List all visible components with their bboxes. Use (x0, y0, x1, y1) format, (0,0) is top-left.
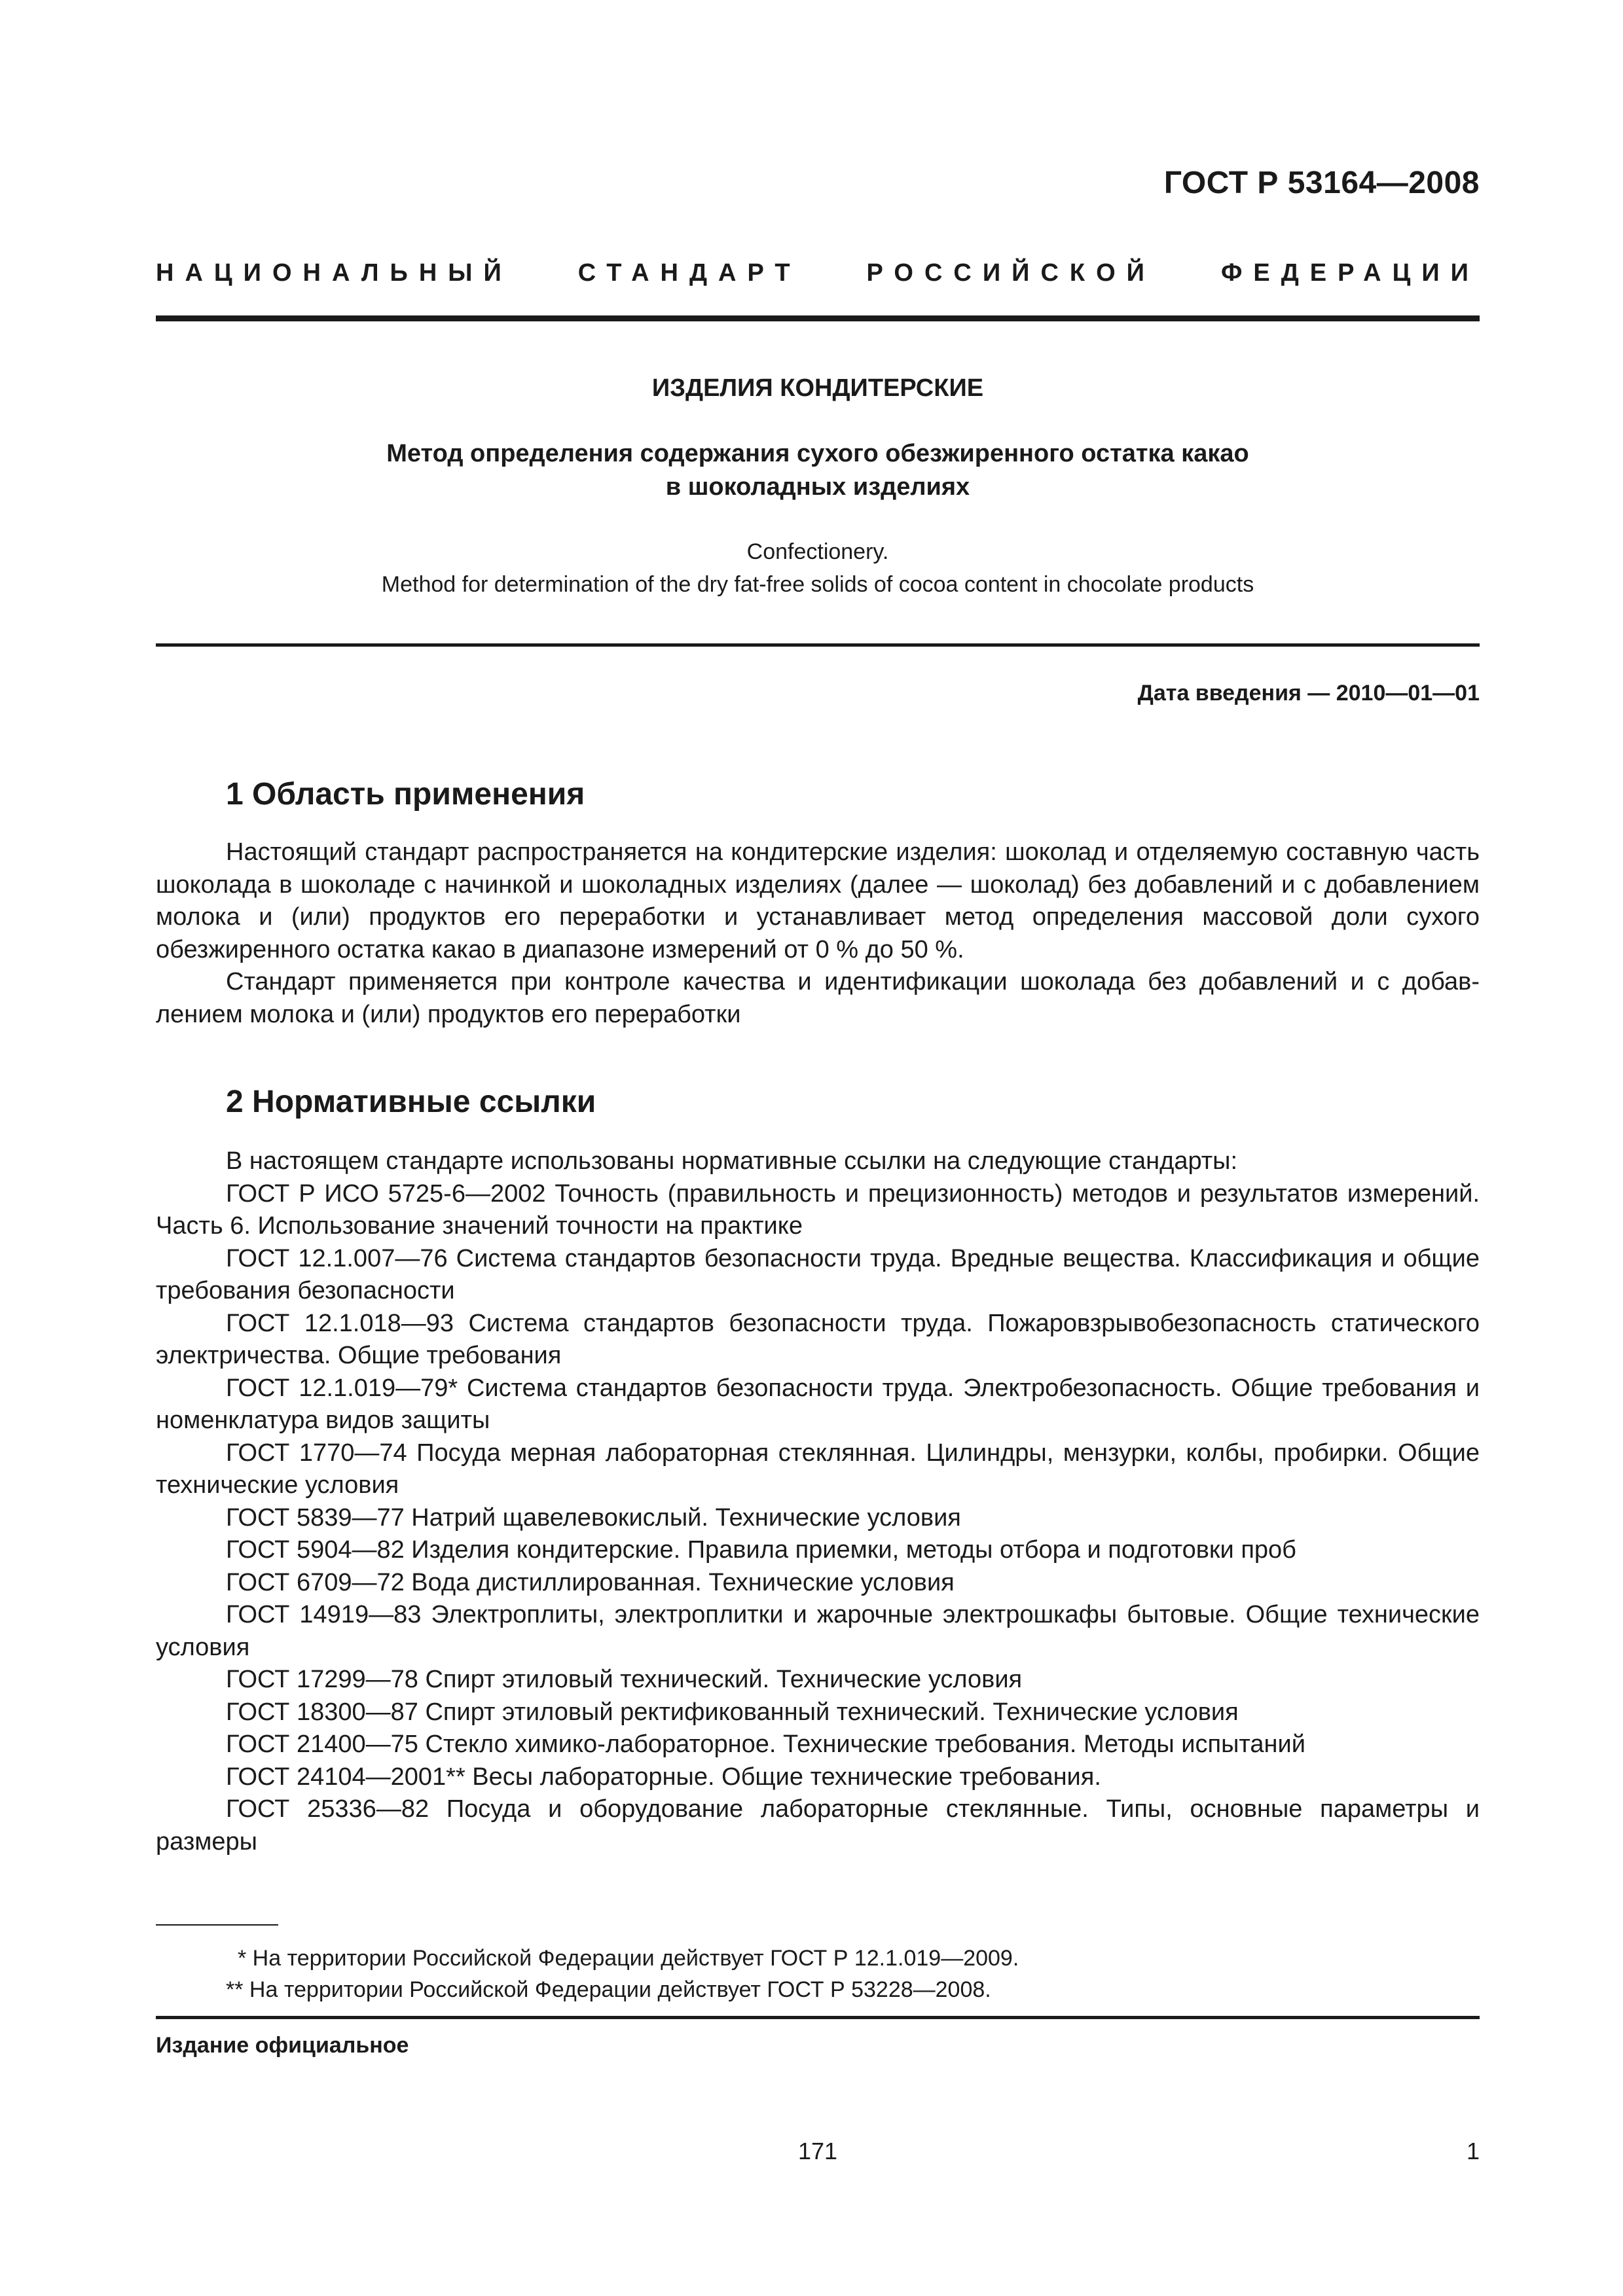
reference-item: ГОСТ 5839—77 Натрий щавелевокислый. Технические условия (226, 1503, 961, 1532)
footer-divider (156, 2016, 1480, 2019)
collection-page-number: 171 (797, 2138, 838, 2164)
document-title: ИЗДЕЛИЯ КОНДИТЕРСКИЕ (651, 374, 984, 402)
subtitle-line-2: в шоколадных изделиях (665, 473, 970, 501)
reference-item: ГОСТ 24104—2001** Весы лабораторные. Общие технические требования. (226, 1763, 1101, 1791)
reference-item: ГОСТ 17299—78 Спирт этиловый технический. Технические условия (226, 1666, 1023, 1693)
document-number: ГОСТ Р 53164—2008 (1163, 166, 1480, 200)
banner-word-2: СТАНДАРТ (577, 259, 801, 287)
section-1-heading: 1 Область применения (226, 777, 585, 812)
section-1-paragraph: Настоящий стандарт распространяется на кондитерские изделия: шоколад и отделяемую составную часть шоколада в шоколаде с начинкой и шоколадных изделиях (далее — шоколад) без добавлений и с добавлением молока и (или) продуктов его переработки и устанавливает метод определения массовой доли сухого обезжиренного остатка какао в диапазоне измерений от 0 % до 50 %. (156, 838, 1480, 963)
reference-item: ГОСТ 5904—82 Изделия кондитерские. Правила приемки, методы отбора и подготовки проб (226, 1536, 1296, 1564)
english-title-line-1: Confectionery. (746, 539, 889, 564)
reference-item: ГОСТ 18300—87 Спирт этиловый ректификованный технический. Технические условия (226, 1698, 1239, 1726)
section-1-paragraph: Стандарт применяется при контроле качества и идентификации шоколада без добавлений и с добавлением молока и (или) продуктов его переработки (156, 968, 1480, 1028)
english-title (156, 535, 1480, 601)
reference-item: ГОСТ 12.1.019—79* Система стандартов безопасности труда. Электробезопасность. Общие требования и номенклатура видов защиты (156, 1374, 1480, 1434)
reference-item: ГОСТ 6709—72 Вода дистиллированная. Технические условия (226, 1568, 955, 1596)
reference-item: ГОСТ 21400—75 Стекло химико-лабораторное. Технические требования. Методы испытаний (226, 1731, 1305, 1758)
title-divider (156, 643, 1480, 647)
banner-word-1: НАЦИОНАЛЬНЫЙ (156, 259, 513, 287)
section-2-heading: 2 Нормативные ссылки (226, 1085, 596, 1119)
national-standard-banner (156, 259, 1480, 287)
footnotes (156, 1943, 1480, 2005)
reference-item: ГОСТ 14919—83 Электроплиты, электроплитки и жарочные электрошкафы бытовые. Общие технические условия (156, 1601, 1480, 1661)
official-edition-label: Издание официальное (156, 2033, 409, 2058)
document-subtitle (156, 437, 1480, 504)
subtitle-line-1: Метод определения содержания сухого обезжиренного остатка какао (386, 440, 1249, 467)
page-number: 1 (1466, 2138, 1480, 2164)
section-2-intro: В настоящем стандарте использованы нормативные ссылки на следующие стандарты: (226, 1147, 1238, 1175)
footnote-divider (156, 1924, 278, 1926)
footnote-2: ** На территории Российской Федерации действует ГОСТ Р 53228—2008. (226, 1977, 991, 2002)
introduction-date: Дата введения — 2010—01—01 (1137, 681, 1480, 706)
reference-item: ГОСТ Р ИСО 5725-6—2002 Точность (правильность и прецизионность) методов и результатов измерений. Часть 6. Использование значений точности на практике (156, 1179, 1480, 1240)
reference-item: ГОСТ 1770—74 Посуда мерная лабораторная стеклянная. Цилиндры, мензурки, колбы, пробирки. Общие технические условия (156, 1439, 1480, 1499)
footnote-1: * На территории Российской Федерации действует ГОСТ Р 12.1.019—2009. (238, 1946, 1019, 1971)
english-title-line-2: Method for determination of the dry fat-free solids of cocoa content in chocolate products (381, 572, 1254, 597)
banner-word-4: ФЕДЕРАЦИИ (1220, 259, 1480, 287)
reference-item: ГОСТ 12.1.007—76 Система стандартов безопасности труда. Вредные вещества. Классификация и общие требования безопасности (156, 1244, 1480, 1304)
section-1-body (156, 836, 1480, 1031)
reference-item: ГОСТ 12.1.018—93 Система стандартов безопасности труда. Пожаровзрывобезопасность статического электричества. Общие требования (156, 1309, 1480, 1369)
reference-item: ГОСТ 25336—82 Посуда и оборудование лабораторные стеклянные. Типы, основные параметры и размеры (156, 1795, 1480, 1856)
section-2-body (156, 1145, 1480, 1858)
banner-word-3: РОССИЙСКОЙ (866, 259, 1156, 287)
header-divider (156, 315, 1480, 321)
